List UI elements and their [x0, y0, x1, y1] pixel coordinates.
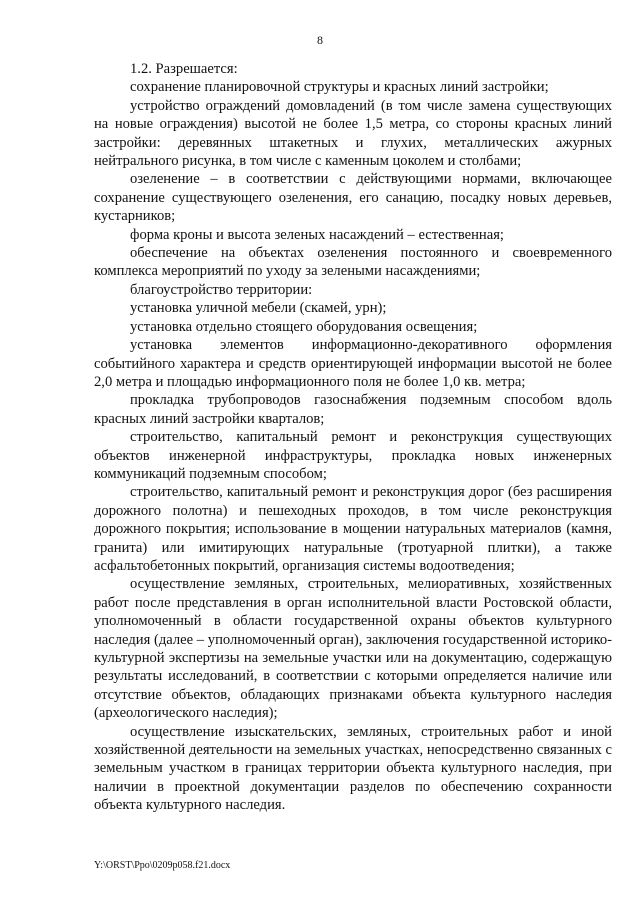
paragraph-gas-pipelines: прокладка трубопроводов газоснабжения подземным способом вдоль красных линий застройки кварталов; — [94, 392, 612, 427]
paragraph-roads: строительство, капитальный ремонт и реконструкция дорог (без расширения дорожного полотна) и пешеходных проходов, в том числе реконструкция дорожного покрытия; использование в мощении натуральных материалов (камня, гранита) или имитирующих натуральные (тротуарной плитки), а также асфальтобетонных покрытий, организация системы водоотведения; — [94, 484, 612, 574]
page-number: 8 — [317, 33, 323, 47]
paragraph-street-furniture: установка уличной мебели (скамей, урн); — [130, 300, 387, 317]
paragraph-info-elements: установка элементов информационно-декоративного оформления событийного характера и средств ориентирующей информации высотой не более 2,0 метра и площадью информационного поля не более 1,0 кв. метра; — [94, 337, 612, 390]
paragraph-earthworks: осуществление земляных, строительных, мелиоративных, хозяйственных работ после представления в орган исполнительной власти Ростовской области, уполномоченный в области государственной охраны объектов культурного наследия (далее – уполномоченный орган), заключения государственной историко-культурной экспертизы на земельные участки или на документацию, содержащую результаты исследований, в соответствии с которыми определяется наличие или отсутствие объектов, обладающих признаками объекта культурного наследия (археологического наследия); — [94, 576, 612, 722]
paragraph-planning-structure: сохранение планировочной структуры и красных линий застройки; — [130, 79, 549, 96]
paragraph-green-maintenance: обеспечение на объектах озеленения постоянного и своевременного комплекса мероприятий по уходу за зелеными насаждениями; — [94, 245, 612, 280]
footer-file-path: Y:\ORST\Ppo\0209p058.f21.docx — [94, 860, 231, 871]
paragraph-engineering-infrastructure: строительство, капитальный ремонт и реконструкция существующих объектов инженерной инфраструктуры, прокладка новых инженерных коммуникаций подземным способом; — [94, 429, 612, 482]
paragraph-lighting: установка отдельно стоящего оборудования освещения; — [130, 318, 478, 335]
paragraph-crown-shape: форма кроны и высота зеленых насаждений – естественная; — [130, 226, 504, 243]
paragraph-landscaping: благоустройство территории: — [130, 281, 313, 298]
paragraph-greening: озеленение – в соответствии с действующими нормами, включающее сохранение существующего озеленения, его санацию, посадку новых деревьев, кустарников; — [94, 171, 612, 225]
paragraph-fences: устройство ограждений домовладений (в том числе замена существующих на новые ограждения) высотой не более 1,5 метра, со стороны красных линий застройки: деревянных штакетных и глухих, металлических ажурных нейтрального рисунка, в том числе с каменным цоколем и столбами; — [94, 97, 612, 170]
section-heading: 1.2. Разрешается: — [130, 61, 238, 77]
paragraph-survey-works: осуществление изыскательских, земляных, строительных работ и иной хозяйственной деятельности на земельных участках, непосредственно связанных с земельным участком в границах территории объекта культурного наследия, при наличии в проектной документации разделов по обеспечению сохранности объекта культурного наследия. — [94, 723, 612, 814]
document-body — [94, 60, 612, 815]
